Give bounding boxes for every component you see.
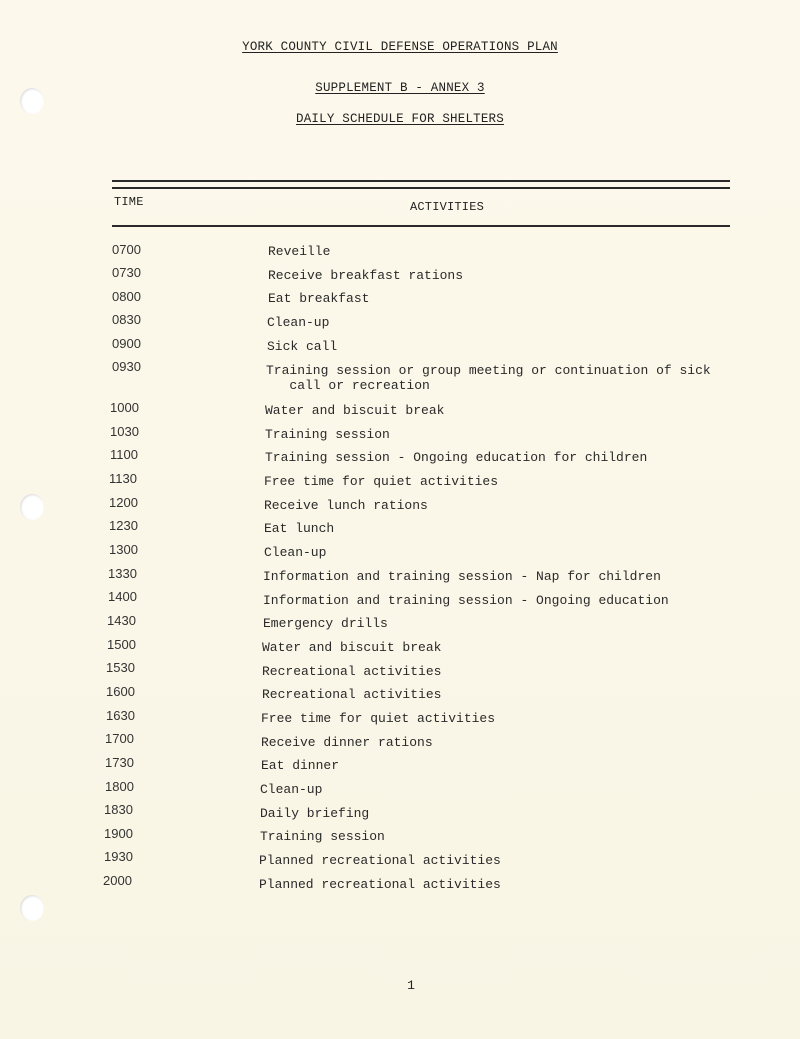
schedule-activity: Eat breakfast — [268, 291, 370, 306]
schedule-time: 0830 — [112, 312, 141, 327]
header-rule — [112, 225, 730, 227]
punch-hole — [20, 895, 44, 921]
schedule-activity: Planned recreational activities — [259, 877, 501, 892]
schedule-time: 1500 — [107, 637, 136, 652]
schedule-time: 1730 — [105, 755, 134, 770]
schedule-activity: Information and training session - Nap for children — [263, 569, 661, 584]
schedule-time: 1400 — [108, 589, 137, 604]
schedule-activity: Water and biscuit break — [262, 640, 442, 655]
schedule-activity: Receive lunch rations — [264, 498, 428, 513]
schedule-activity: Eat lunch — [264, 521, 335, 536]
schedule-heading: DAILY SCHEDULE FOR SHELTERS — [296, 112, 504, 126]
schedule-time: 1300 — [109, 542, 138, 557]
schedule-time: 1130 — [109, 471, 137, 486]
schedule-time: 0800 — [112, 289, 141, 304]
schedule-activity: Free time for quiet activities — [264, 474, 499, 489]
punch-hole — [20, 494, 44, 520]
schedule-activity: Information and training session - Ongoing education — [263, 593, 669, 608]
supplement-heading: SUPPLEMENT B - ANNEX 3 — [315, 81, 485, 95]
schedule-activity: Eat dinner — [261, 758, 340, 773]
schedule-time: 0730 — [112, 265, 141, 280]
top-rule — [112, 180, 730, 182]
schedule-activity: Reveille — [268, 244, 331, 259]
schedule-time: 1030 — [110, 424, 139, 439]
schedule-time: 0700 — [112, 242, 141, 257]
schedule-activity: Clean-up — [264, 545, 327, 560]
schedule-time: 1530 — [106, 660, 135, 675]
schedule-time: 2000 — [103, 873, 132, 888]
schedule-time: 1700 — [105, 731, 134, 746]
schedule-time: 1100 — [110, 447, 138, 462]
schedule-time: 1230 — [109, 518, 138, 533]
schedule-activity: Receive breakfast rations — [268, 268, 464, 283]
schedule-activity: Clean-up — [260, 782, 323, 797]
schedule-time: 1900 — [104, 826, 133, 841]
schedule-activity: Free time for quiet activities — [261, 711, 496, 726]
document-title: YORK COUNTY CIVIL DEFENSE OPERATIONS PLAN — [242, 40, 558, 54]
schedule-activity: Clean-up — [267, 315, 330, 330]
schedule-activity: Training session or group meeting or continuation of sick call or recreation — [266, 363, 711, 393]
schedule-time: 1600 — [106, 684, 135, 699]
schedule-activity: Recreational activities — [262, 664, 442, 679]
schedule-activity: Recreational activities — [262, 687, 442, 702]
schedule-activity: Training session — [265, 427, 390, 442]
schedule-time: 1330 — [108, 566, 137, 581]
schedule-time: 1000 — [110, 400, 139, 415]
schedule-time: 0900 — [112, 336, 141, 351]
schedule-activity: Training session — [260, 829, 385, 844]
schedule-activity: Sick call — [267, 339, 338, 354]
column-header-activities: ACTIVITIES — [410, 200, 485, 214]
schedule-activity: Daily briefing — [260, 806, 370, 821]
schedule-time: 1800 — [105, 779, 134, 794]
schedule-activity: Training session - Ongoing education for children — [265, 450, 648, 465]
schedule-time: 0930 — [112, 359, 141, 374]
top-rule-second — [112, 187, 730, 189]
schedule-time: 1830 — [104, 802, 133, 817]
schedule-time: 1630 — [106, 708, 135, 723]
schedule-time: 1930 — [104, 849, 133, 864]
page-number: 1 — [407, 978, 415, 993]
schedule-time: 1430 — [107, 613, 136, 628]
column-header-time: TIME — [114, 195, 144, 209]
schedule-time: 1200 — [109, 495, 138, 510]
schedule-activity: Planned recreational activities — [259, 853, 501, 868]
schedule-activity: Emergency drills — [263, 616, 388, 631]
schedule-activity: Receive dinner rations — [261, 735, 433, 750]
schedule-activity: Water and biscuit break — [265, 403, 445, 418]
